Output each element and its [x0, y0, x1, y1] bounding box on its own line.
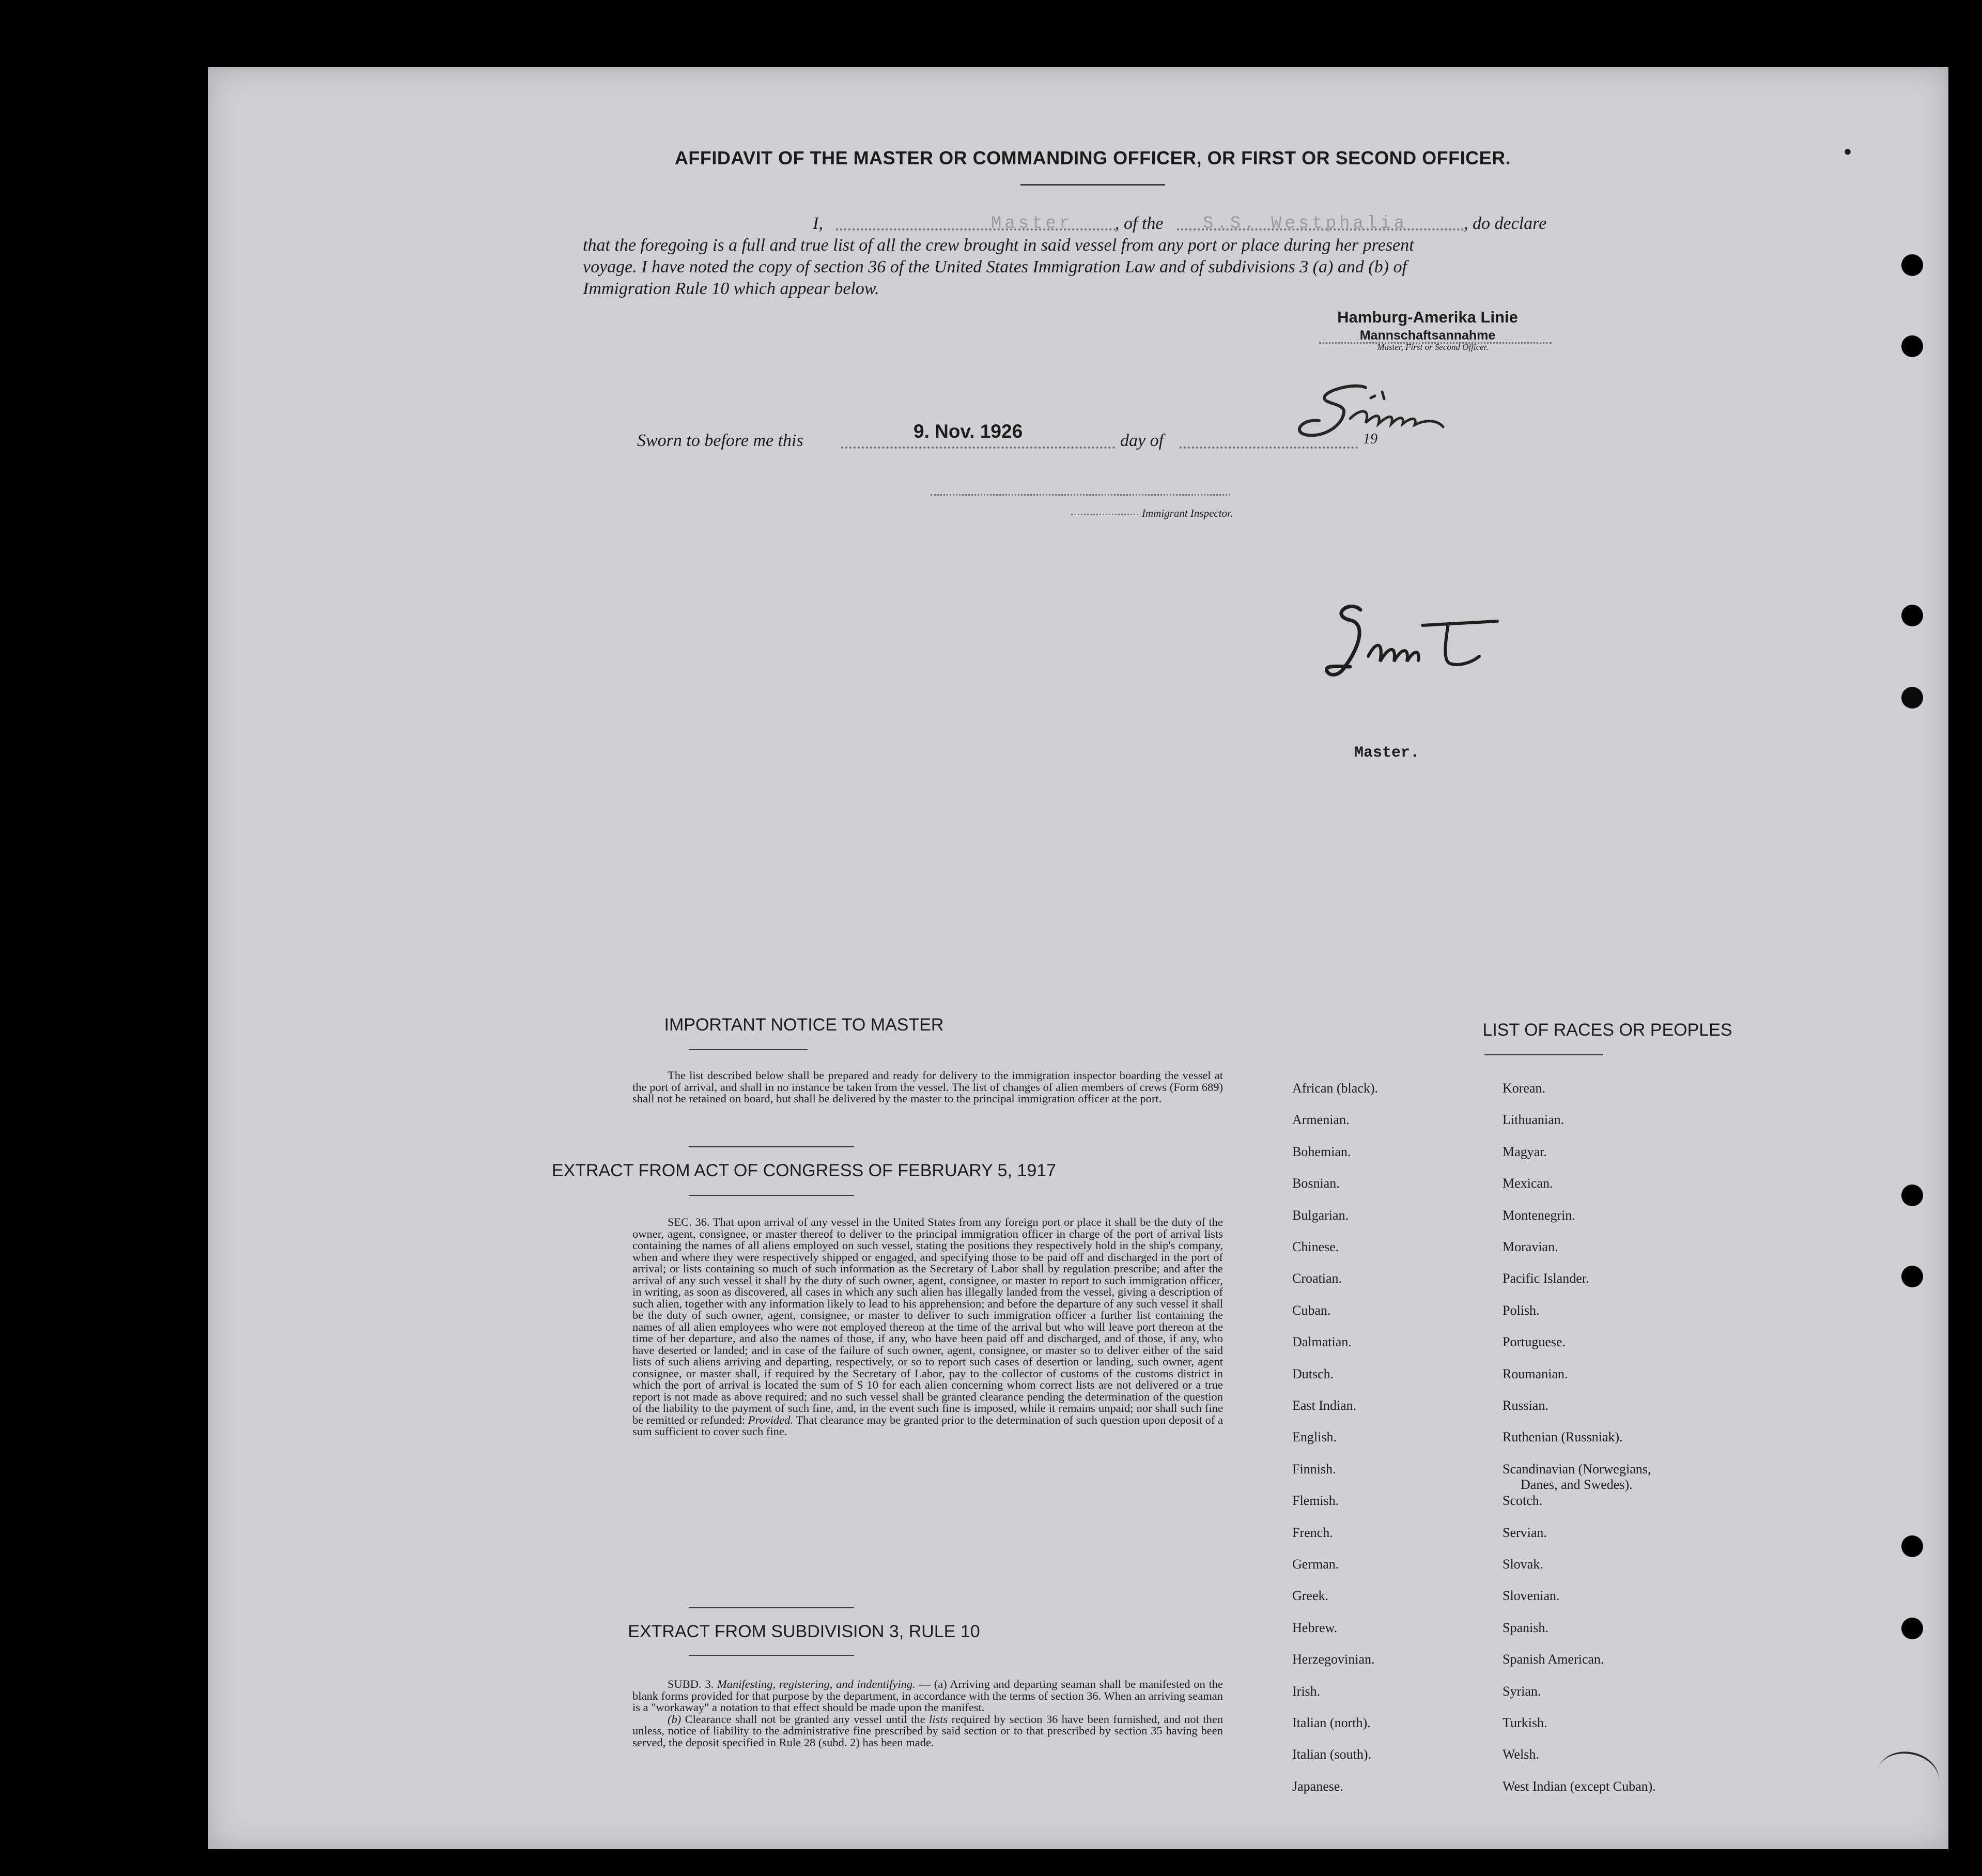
race-item: Hebrew.: [1292, 1620, 1338, 1635]
race-item: Mexican.: [1503, 1176, 1553, 1191]
race-item: Moravian.: [1503, 1239, 1558, 1254]
day-of-text: day of: [1120, 431, 1164, 450]
race-item: Dalmatian.: [1292, 1334, 1352, 1350]
race-item: Servian.: [1503, 1525, 1547, 1540]
race-item: Italian (north).: [1292, 1715, 1371, 1730]
declaration-i: I,: [813, 214, 823, 233]
race-item: African (black).: [1292, 1081, 1379, 1096]
race-item: Japanese.: [1292, 1778, 1343, 1794]
corner-pencil-mark: [1873, 1746, 1944, 1807]
race-item: Spanish.: [1503, 1620, 1549, 1635]
race-item: Montenegrin.: [1503, 1207, 1575, 1223]
extract-act-rule: [689, 1195, 854, 1196]
race-item: Herzegovinian.: [1292, 1652, 1375, 1667]
officer-caption: Master, First or Second Officer.: [1377, 342, 1489, 352]
race-item: Armenian.: [1292, 1112, 1350, 1128]
race-item: Magyar.: [1503, 1144, 1547, 1159]
binder-hole: [1901, 1618, 1923, 1639]
race-item: Russian.: [1503, 1398, 1549, 1413]
page-corner-mark: •: [1844, 141, 1852, 163]
name-value: Master: [991, 214, 1073, 234]
name-blank: [836, 228, 1116, 230]
race-item: Cuban.: [1292, 1302, 1331, 1318]
race-item: Lithuanian.: [1503, 1112, 1565, 1128]
document-page: [208, 67, 1948, 1849]
race-item: Polish.: [1503, 1302, 1540, 1318]
binder-hole: [1901, 1266, 1923, 1287]
declaration-line-1: [583, 213, 1565, 235]
binder-hole: [1901, 254, 1923, 276]
inspector-caption: Immigrant Inspector.: [1142, 507, 1233, 519]
declaration-line-4: Immigration Rule 10 which appear below.: [583, 279, 879, 298]
section-36-text: SEC. 36. That upon arrival of any vessel in the United States from any foreign port or place it shall be the duty of the owner, agent, consignee, or master thereof to deliver to the principal immigration officer in charge of the port of arrival lists containing the names of all aliens employed on such vessel, stating the positions they respectively hold in the ship's company, when and where they were respectively shipped or engaged, and specifying those to be paid off and discharged in the port of arrival; or lists containing so much of such information as the Secretary of Labor shall by regulation prescribe; and after the arrival of any such vessel it shall by the duty of such owner, agent, consignee, or master to report to such immigration officer, in writing, as soon as discovered, all cases in which any such alien has illegally landed from the vessel, giving a description of such alien, together with any information likely to lead to his apprehension; and before the departure of any such vessel it shall be the duty of such owner, agent, consignee, or master to deliver to such immigration officer a further list containing the names of all alien employees who were not employed thereon at the time of the arrival but who will leave port thereon at the time of her departure, and also the names of those, if any, who have been paid off and discharged, and of those, if any, who have deserted or landed; and in case of the failure of such owner, agent, consignee, or master so to deliver either of the said lists of such aliens arriving and departing, respectively, or so to report such cases of desertion or landing, such owner, agent consignee, or master shall, if required by the Secretary of Labor, pay to the collector of customs of the customs district in which the port of arrival is located the sum of $ 10 for each alien concerning whom correct lists are not delivered or a true report is not made as above required; and no such vessel shall be granted clearance pending the determination of the question of the liability to the payment of such fine, and, in the event such fine is imposed, while it remains unpaid; nor shall such fine be remitted or refunded: Provided. That clearance may be granted prior to the determination of such question upon deposit of a sum sufficient to cover such fine.: [632, 1216, 1223, 1438]
race-item: English.: [1292, 1429, 1337, 1445]
race-item: Slovenian.: [1503, 1588, 1560, 1604]
notice-end-rule: [689, 1146, 854, 1147]
master-caption: Master.: [1354, 744, 1420, 762]
race-item: Greek.: [1292, 1588, 1329, 1604]
race-item: Danes, and Swedes).: [1521, 1477, 1633, 1492]
races-rule: [1484, 1054, 1603, 1055]
race-item: Croatian.: [1292, 1271, 1342, 1286]
declaration-text: [583, 213, 1565, 300]
race-item: German.: [1292, 1557, 1339, 1572]
extract-rule-rule: [689, 1655, 854, 1656]
inspector-blank-2: [1071, 514, 1138, 515]
race-item: Scandinavian (Norwegians,: [1503, 1461, 1651, 1477]
affidavit-title: AFFIDAVIT OF THE MASTER OR COMMANDING OFFICER, OR FIRST OR SECOND OFFICER.: [674, 147, 1511, 168]
declaration-do-declare: , do declare: [1464, 214, 1547, 233]
declaration-line-3: voyage. I have noted the copy of section 36 of the United States Immigration Law and of subdivisions 3 (a) and (b) of: [583, 257, 1407, 276]
notice-rule: [689, 1049, 808, 1050]
race-item: East Indian.: [1292, 1398, 1357, 1413]
race-item: Bulgarian.: [1292, 1207, 1349, 1223]
company-stamp-department: Mannschaftsannahme: [1359, 328, 1496, 343]
sworn-text: Sworn to before me this: [637, 431, 803, 450]
binder-hole: [1901, 605, 1923, 626]
company-stamp-name: Hamburg-Amerika Linie: [1337, 308, 1518, 326]
race-item: Syrian.: [1503, 1683, 1541, 1699]
race-item: Bosnian.: [1292, 1176, 1340, 1191]
race-item: Korean.: [1503, 1081, 1546, 1096]
extract-rule-title: EXTRACT FROM SUBDIVISION 3, RULE 10: [628, 1622, 980, 1641]
vessel-value: S.S. Westphalia: [1203, 214, 1408, 234]
notice-body: The list described below shall be prepared and ready for delivery to the immigration inspector boarding the vessel at the port of arrival, and shall in no instance be taken from the vessel. The list of changes of alien members of crews (Form 689) shall not be retained on board, but shall be delivered by the master to the principal immigration officer at the port.: [632, 1069, 1223, 1105]
declaration-line-2: that the foregoing is a full and true list of all the crew brought in said vessel from any port or place during her present: [583, 236, 1414, 255]
extract-act-title: EXTRACT FROM ACT OF CONGRESS OF FEBRUARY 5, 1917: [551, 1161, 1057, 1180]
race-item: Turkish.: [1503, 1715, 1547, 1730]
race-item: Dutsch.: [1292, 1366, 1334, 1381]
master-signature-image: [1319, 589, 1505, 693]
declaration-of-the: , of the: [1115, 214, 1164, 233]
race-item: Roumanian.: [1503, 1366, 1568, 1381]
race-item: Italian (south).: [1292, 1747, 1372, 1762]
race-item: Ruthenian (Russniak).: [1503, 1429, 1623, 1445]
race-item: Bohemian.: [1292, 1144, 1351, 1159]
race-item: West Indian (except Cuban).: [1503, 1778, 1656, 1794]
date-stamp: 9. Nov. 1926: [913, 421, 1023, 442]
race-item: French.: [1292, 1525, 1333, 1540]
sworn-day-blank: [841, 447, 1115, 449]
year-prefix: 19: [1363, 431, 1377, 447]
race-item: Spanish American.: [1503, 1652, 1604, 1667]
binder-hole: [1901, 687, 1923, 709]
race-item: Portuguese.: [1503, 1334, 1566, 1350]
notice-title: IMPORTANT NOTICE TO MASTER: [664, 1015, 944, 1035]
binder-hole: [1901, 1535, 1923, 1557]
officer-signature-image: [1288, 367, 1479, 450]
extract-act-end-rule: [689, 1607, 854, 1608]
race-item: Welsh.: [1503, 1747, 1539, 1762]
binder-hole: [1901, 335, 1923, 357]
race-item: Flemish.: [1292, 1493, 1339, 1509]
races-title: LIST OF RACES OR PEOPLES: [1482, 1020, 1732, 1040]
inspector-blank-1: [931, 494, 1230, 496]
race-item: Irish.: [1292, 1683, 1321, 1699]
title-underline: [1020, 184, 1165, 186]
race-item: Scotch.: [1503, 1493, 1543, 1509]
subdivision-3-text: SUBD. 3. Manifesting, registering, and indentifying. — (a) Arriving and departing seaman shall be manifested on the blank forms provided for that purpose by the department, in accordance with the terms of section 36. When an arriving seaman is a "workaway" a notation to that effect should be made upon the manifest. (b) Clearance shall not be granted any vessel until the lists required by section 36 have been furnished, and not then unless, notice of liability to the administrative fine prescribed by said section or to that prescribed by section 35 having been served, the deposit specified in Rule 28 (subd. 2) has been made.: [632, 1678, 1224, 1749]
race-item: Slovak.: [1503, 1557, 1543, 1572]
race-item: Finnish.: [1292, 1461, 1336, 1477]
race-item: Chinese.: [1292, 1239, 1339, 1254]
race-item: Pacific Islander.: [1503, 1271, 1589, 1286]
binder-hole: [1901, 1185, 1923, 1206]
